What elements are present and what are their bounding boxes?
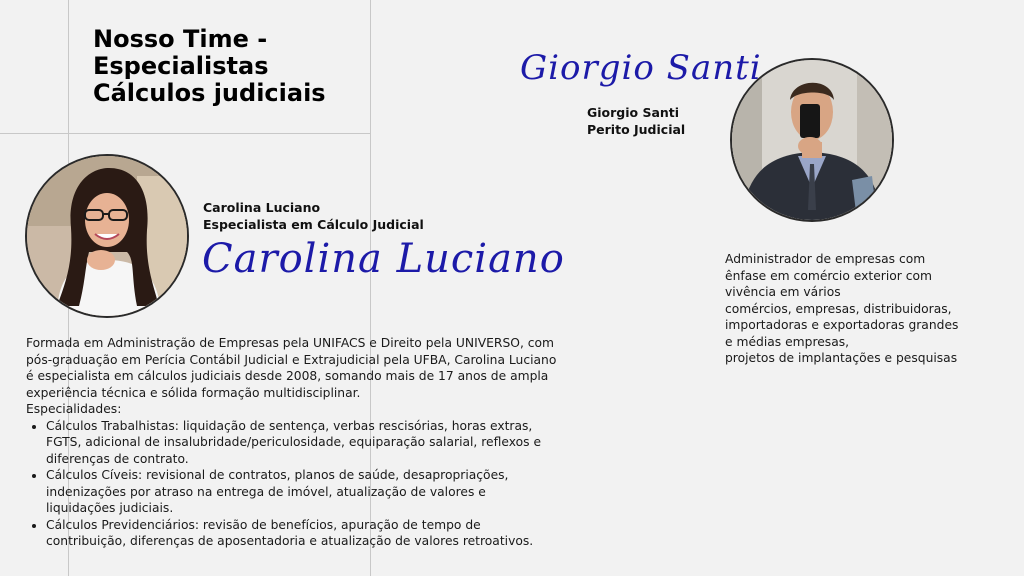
giorgio-bio-line: projetos de implantações e pesquisas [725,351,958,365]
giorgio-bio-line: Administrador de empresas com [725,252,926,266]
giorgio-bio-line: importadoras e exportadoras grandes [725,318,959,332]
giorgio-avatar [730,58,894,222]
giorgio-name-block [587,104,685,138]
giorgio-bio-line: ênfase em comércio exterior com [725,268,933,283]
carolina-bio-text: Formada em Administração de Empresas pela UNIFACS e Direito pela UNIVERSO, com pós-graduação em Perícia Contábil Judicial e Extrajudicial pela UFBA, Carolina Luciano é especialista em cálculos judiciais desde 2008, somando mais de 17 anos de ampla experiência técnica e sólida formação multidisciplinar. [26,336,557,400]
specialty-item: • Cálculos Cíveis: revisional de contratos, planos de saúde, desapropriações, indenizações por atraso na entrega de imóvel, atualização de valores e liquidações judiciais. [46,467,558,517]
specialties-label: Especialidades: [26,402,122,416]
carolina-role: Especialista em Cálculo Judicial [203,217,424,232]
carolina-name-block [203,199,424,233]
carolina-bio [26,335,558,550]
giorgio-bio-line: comércios, empresas, distribuidoras, [725,301,952,316]
giorgio-bio [725,251,975,367]
woman-portrait-icon [27,156,187,316]
carolina-signature: Carolina Luciano [202,236,565,282]
specialty-item: • Cálculos Trabalhistas: liquidação de sentença, verbas rescisórias, horas extras, FGTS, adicional de insalubridade/periculosidade, equiparação salarial, reflexos e diferenças de contrato. [46,418,558,468]
giorgio-role: Perito Judicial [587,122,686,137]
carolina-avatar [25,154,189,318]
divider-horizontal [0,133,370,134]
giorgio-bio-line: vivência em vários [725,285,841,299]
man-portrait-icon [732,60,892,220]
specialties-list [26,418,558,550]
giorgio-bio-line: e médias empresas, [725,334,850,349]
carolina-name: Carolina Luciano [203,200,321,215]
page-title-line: Especialistas [93,52,269,80]
page-title [93,26,326,107]
page-title-line: Nosso Time - [93,25,268,53]
giorgio-signature: Giorgio Santi [520,48,762,88]
specialty-item: • Cálculos Previdenciários: revisão de benefícios, apuração de tempo de contribuição, diferenças de aposentadoria e atualização de valores retroativos. [46,517,558,550]
page-title-line: Cálculos judiciais [93,79,326,107]
giorgio-name: Giorgio Santi [587,105,680,120]
